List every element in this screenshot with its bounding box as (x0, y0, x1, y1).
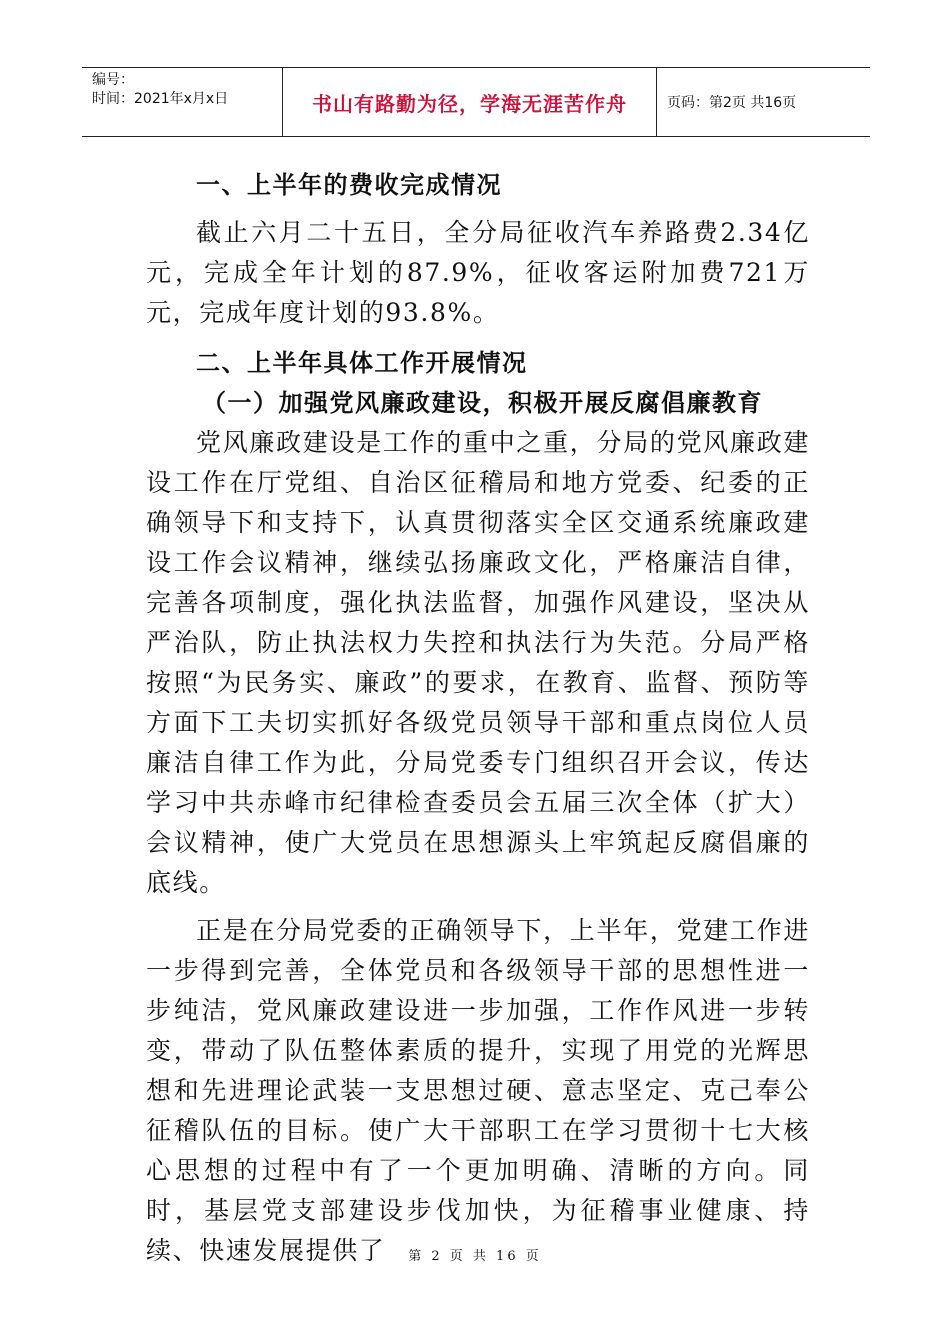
document-body (146, 165, 810, 1279)
page-header (82, 67, 870, 137)
section-1-paragraph: 截止六月二十五日，全分局征收汽车养路费2.34亿元，完成全年计划的87.9%，征收客运附加费721万元，完成年度计划的93.8%。 (146, 218, 810, 327)
header-page-label: 页码：第2页 共16页 (667, 95, 797, 111)
section-2-subheading: （一）加强党风廉政建设，积极开展反腐倡廉教育 (202, 389, 763, 417)
page-footer: 第 2 页 共 16 页 (408, 1249, 542, 1264)
header-motto: 书山有路勤为径，学海无涯苦作舟 (283, 68, 657, 136)
section-1-heading: 一、上半年的费收完成情况 (196, 171, 502, 199)
number-label: 编号： (92, 72, 134, 88)
time-label: 时间：2021年x月x日 (92, 91, 229, 107)
section-2-paragraph-1: 党风廉政建设是工作的重中之重，分局的党风廉政建设工作在厅党组、自治区征稽局和地方党委、纪委的正确领导下和支持下，认真贯彻落实全区交通系统廉政建设工作会议精神，继续弘扬廉政文化，严格廉洁自律，完善各项制度，强化执法监督，加强作风建设，坚决从严治队，防止执法权力失控和执法行为失范。分局严格按照“为民务实、廉政”的要求，在教育、监督、预防等方面下工夫切实抓好各级党员领导干部和重点岗位人员廉洁自律工作为此，分局党委专门组织召开会议，传达学习中共赤峰市纪律检查委员会五届三次全体（扩大）会议精神，使广大党员在思想源头上牢筑起反腐倡廉的底线。 (146, 428, 810, 897)
section-2-heading: 二、上半年具体工作开展情况 (196, 349, 528, 377)
header-meta (82, 68, 283, 136)
section-2-paragraph-2: 正是在分局党委的正确领导下，上半年，党建工作进一步得到完善，全体党员和各级领导干部的思想性进一步纯洁，党风廉政建设进一步加强，工作作风进一步转变，带动了队伍整体素质的提升，实现了用党的光辉思想和先进理论武装一支思想过硬、意志坚定、克己奉公征稽队伍的目标。使广大干部职工在学习贯彻十七大核心思想的过程中有了一个更加明确、清晰的方向。同时，基层党支部建设步伐加快，为征稽事业健康、持续、快速发展提供了 (146, 916, 810, 1265)
